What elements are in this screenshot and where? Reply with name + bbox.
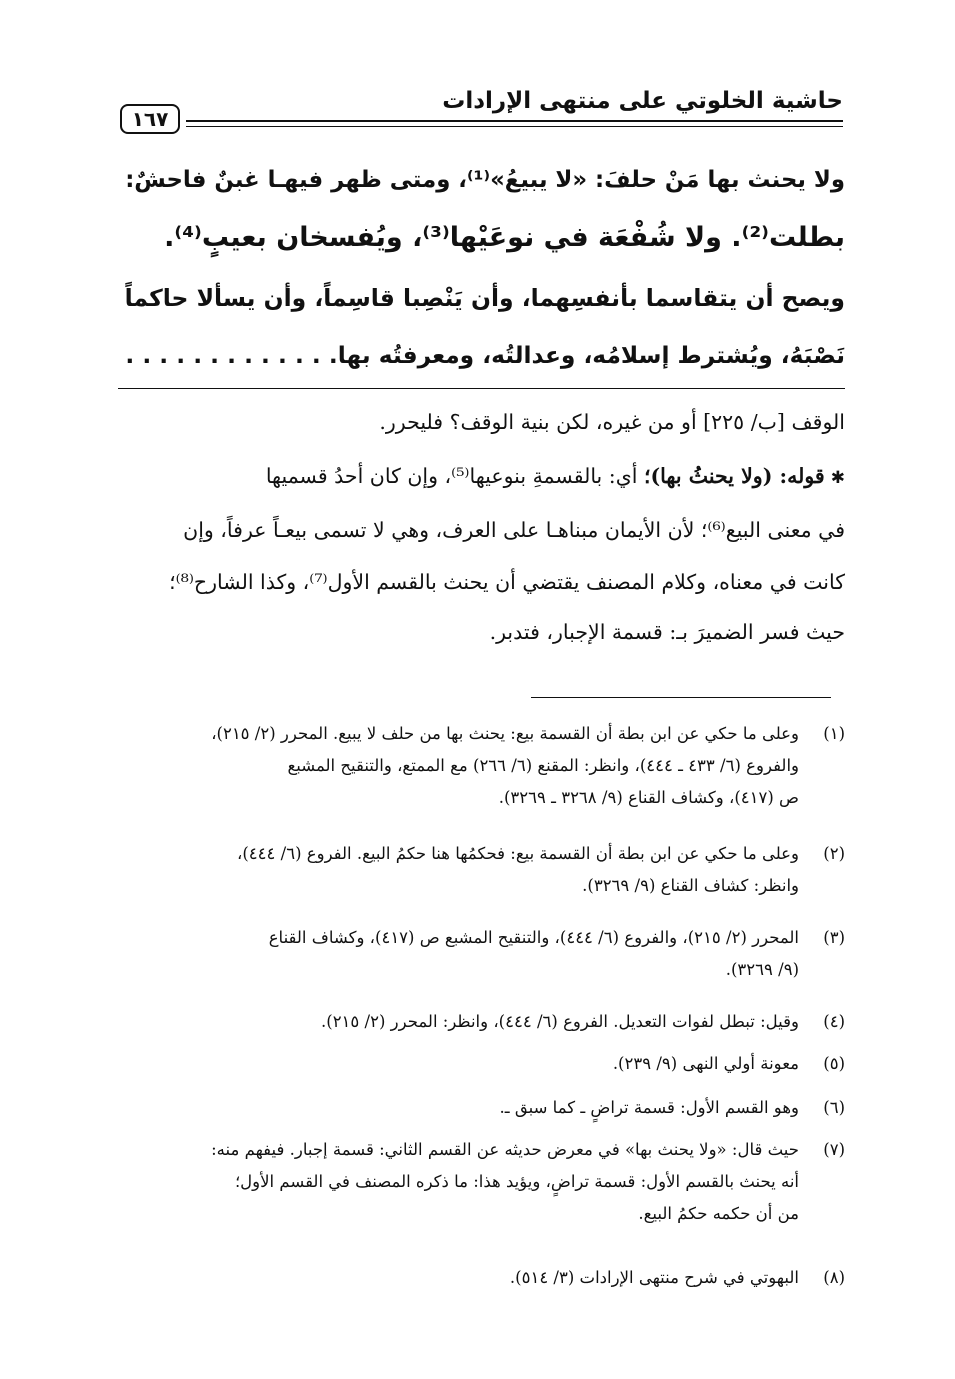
commentary-line <box>110 460 845 494</box>
footnote-4 <box>110 1006 845 1038</box>
footnote-number: (٥) <box>823 1054 845 1073</box>
footnote-6 <box>110 1092 845 1124</box>
footnote-line: وقيل: تبطل لفوات التعديل. الفروع (٦/ ٤٤٤)، وانظر: المحرر (٢/ ٢١٥). <box>321 1012 799 1031</box>
footnote-1 <box>110 718 845 814</box>
main-text-line: ولا يحنث بها مَنْ حلفَ: «لا يبيعُ»⁽¹⁾، ومتى ظهر فيهـا غبنٌ فاحشٌ: <box>125 167 845 193</box>
footnote-8 <box>110 1262 845 1294</box>
footnote-number: (٨) <box>823 1268 845 1287</box>
commentary-line: حيث فسر الضميرَ بـ: قسمة الإجبار، فتدبر. <box>489 620 845 644</box>
footnote-7 <box>110 1134 845 1230</box>
main-text-line: بطلت⁽²⁾. ولا شُفْعَة في نوعَيْها⁽³⁾، ويُفسخان بعيبٍ⁽⁴⁾. <box>164 222 845 253</box>
header-rule-thick <box>186 120 843 122</box>
commentary-lemma: قوله: (ولا يحنثُ بها)؛ <box>643 464 825 488</box>
footnote-number: (٤) <box>823 1012 845 1031</box>
footnote-line: وهو القسم الأول: قسمة تراضٍ ـ كما سبق ـ. <box>499 1098 799 1117</box>
commentary-line: كانت في معناه، وكلام المصنف يقتضي أن يحنث بالقسم الأول⁽⁷⁾، وكذا الشارح⁽⁸⁾؛ <box>169 570 845 594</box>
footnote-line: من أن حكمه حكمُ البيع. <box>638 1204 799 1223</box>
footnote-number: (١) <box>823 724 845 743</box>
main-text-line: نَصْبَهُ، ويُشترط إسلامُه، وعدالتُه، ومعرفتُه بها. . . . . . . . . . . . . <box>125 342 845 369</box>
footnote-line: أنه يحنث بالقسم الأول: قسمة تراضٍ، ويؤيد هذا: ما ذكره المصنف في القسم الأول؛ <box>234 1172 799 1191</box>
footnote-line: (٩/ ٣٢٦٩). <box>725 960 799 979</box>
footnote-5 <box>110 1048 845 1080</box>
footnote-line: ص (٤١٧)، وكشاف القناع (٩/ ٣٢٦٨ ـ ٣٢٦٩). <box>498 788 799 807</box>
footnote-line: وانظر: كشاف القناع (٩/ ٣٢٦٩). <box>582 876 799 895</box>
footnote-line: وعلى ما حكي عن ابن بطة أن القسمة بيع: فحكمُها هنا حكمُ البيع. الفروع (٦/ ٤٤٤)، <box>237 844 799 863</box>
main-text-separator <box>118 388 845 389</box>
footnote-line: حيث قال: «ولا يحنث بها» في معرض حديثه عن القسم الثاني: قسمة إجبار. فيفهم منه: <box>211 1140 799 1159</box>
footnote-number: (٢) <box>823 844 845 863</box>
running-header-title: حاشية الخلوتي على منتهى الإرادات <box>442 88 843 114</box>
star-marker-icon: ✱ <box>830 468 845 488</box>
footnote-2 <box>110 838 845 902</box>
footnote-line: معونة أولي النهى (٩/ ٢٣٩). <box>612 1054 799 1073</box>
footnote-line: والفروع (٦/ ٤٣٣ ـ ٤٤٤)، وانظر: المقنع (٦/ ٢٦٦) مع الممتع، والتنقيح المشبع <box>287 756 799 775</box>
footnote-number: (٧) <box>823 1140 845 1159</box>
footnote-number: (٣) <box>823 928 845 947</box>
commentary-text: أي: بالقسمةِ بنوعيها⁽⁵⁾، وإن كان أحدُ قسميها <box>265 464 638 488</box>
footnote-line: وعلى ما حكي عن ابن بطة أن القسمة بيع: يحنث بها من حلف لا يبيع. المحرر (٢/ ٢١٥)، <box>211 724 799 743</box>
footnote-separator <box>531 697 831 698</box>
footnote-number: (٦) <box>823 1098 845 1117</box>
footnote-3 <box>110 922 845 986</box>
header-rule-thin <box>186 126 843 127</box>
commentary-line: في معنى البيع⁽⁶⁾؛ لأن الأيمان مبناهـا على العرف، وهي لا تسمى بيعـاً عرفاً، وإن <box>183 518 845 542</box>
commentary-line: الوقف [ب/ ٢٢٥] أو من غيره، لكن بنية الوقف؟ فليحرر. <box>379 410 845 434</box>
page-number-box: ١٦٧ <box>120 104 180 134</box>
main-text-line: ويصح أن يتقاسما بأنفسِهما، وأن يَنْصِبا قاسِماً، وأن يسألا حاكماً <box>124 284 845 312</box>
footnote-line: المحرر (٢/ ٢١٥)، والفروع (٦/ ٤٤٤)، والتنقيح المشبع ص (٤١٧)، وكشاف القناع <box>268 928 799 947</box>
footnote-line: البهوتي في شرح منتهى الإرادات (٣/ ٥١٤). <box>509 1268 799 1287</box>
